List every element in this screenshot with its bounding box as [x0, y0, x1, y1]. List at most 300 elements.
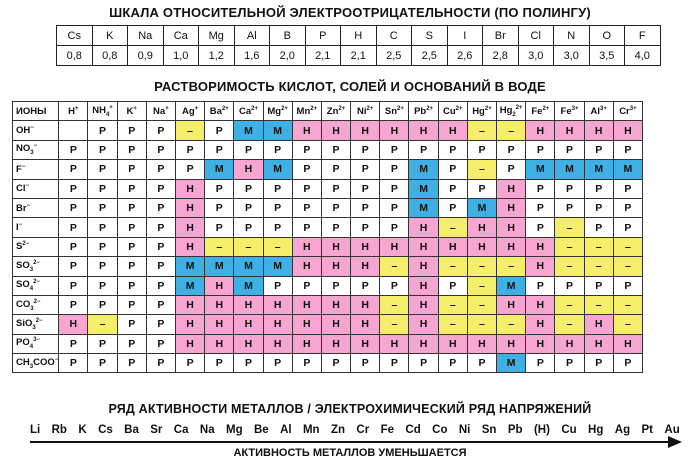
- solubility-cell: Р: [175, 140, 204, 159]
- solubility-cell: –: [555, 237, 584, 256]
- solubility-cell: Р: [205, 179, 234, 198]
- metal-symbol: Rb: [51, 424, 67, 436]
- solubility-cell: –: [555, 257, 584, 276]
- solubility-cell: –: [438, 257, 467, 276]
- solubility-cell: –: [88, 315, 117, 334]
- solubility-cell: Р: [584, 140, 613, 159]
- solubility-cell: Р: [59, 218, 88, 237]
- solubility-cell: Р: [467, 140, 496, 159]
- solubility-cell: Р: [497, 140, 526, 159]
- metal-symbol: Cr: [356, 424, 370, 436]
- metal-symbol: K: [78, 424, 87, 436]
- solubility-cell: Н: [526, 121, 555, 140]
- activity-title: РЯД АКТИВНОСТИ МЕТАЛЛОВ / ЭЛЕКТРОХИМИЧЕСКИЙ РЯД НАПРЯЖЕНИЙ: [108, 402, 592, 416]
- solubility-cell: Р: [321, 179, 350, 198]
- solubility-cell: Р: [234, 354, 263, 373]
- solubility-cell: –: [263, 237, 292, 256]
- en-value-cell: 3,0: [518, 46, 554, 66]
- solubility-cell: Р: [117, 315, 146, 334]
- cation-header: $Cr^{3+}$: [613, 102, 642, 121]
- cation-header: $NH_4^+$: [88, 102, 117, 121]
- anion-header: Br−: [13, 198, 59, 217]
- en-element-cell: I: [447, 26, 483, 46]
- solubility-cell: –: [613, 237, 642, 256]
- solubility-cell: М: [584, 160, 613, 179]
- solubility-cell: Р: [263, 354, 292, 373]
- solubility-cell: Р: [263, 179, 292, 198]
- solubility-cell: Р: [234, 140, 263, 159]
- solubility-cell: Р: [292, 276, 321, 295]
- metal-symbol: Ni: [458, 424, 471, 436]
- solubility-cell: [59, 121, 88, 140]
- solubility-cell: Н: [467, 218, 496, 237]
- en-element-cell: C: [376, 26, 412, 46]
- solubility-cell: М: [467, 198, 496, 217]
- solubility-cell: Н: [409, 334, 438, 353]
- solubility-cell: Н: [380, 237, 409, 256]
- table-row: [13, 140, 643, 159]
- solubility-cell: Р: [146, 237, 175, 256]
- solubility-cell: Р: [613, 179, 642, 198]
- solubility-cell: Н: [175, 315, 204, 334]
- anion-header: $SO_4^{2-}$: [13, 276, 59, 295]
- metal-symbol: Pb: [507, 424, 523, 436]
- solubility-cell: Р: [146, 179, 175, 198]
- solubility-cell: Р: [321, 198, 350, 217]
- solubility-cell: Н: [409, 257, 438, 276]
- solubility-cell: Н: [205, 295, 234, 314]
- solubility-cell: Н: [175, 334, 204, 353]
- solubility-cell: Н: [351, 295, 380, 314]
- solubility-cell: Р: [88, 160, 117, 179]
- table-row: [13, 295, 643, 314]
- solubility-cell: Н: [409, 295, 438, 314]
- solubility-cell: Р: [351, 218, 380, 237]
- cation-header: H+: [59, 102, 88, 121]
- solubility-cell: Н: [497, 237, 526, 256]
- solubility-cell: Н: [409, 218, 438, 237]
- solubility-cell: Н: [613, 121, 642, 140]
- solubility-cell: Р: [380, 276, 409, 295]
- solubility-cell: Р: [234, 198, 263, 217]
- en-value-cell: 1,0: [163, 46, 199, 66]
- solubility-cell: Р: [88, 334, 117, 353]
- solubility-cell: –: [438, 295, 467, 314]
- table-row: [13, 198, 643, 217]
- solubility-cell: Р: [292, 354, 321, 373]
- solubility-cell: Р: [59, 295, 88, 314]
- solubility-cell: Р: [234, 179, 263, 198]
- solubility-cell: М: [613, 160, 642, 179]
- solubility-cell: –: [584, 237, 613, 256]
- solubility-cell: Р: [438, 179, 467, 198]
- table-row: [13, 276, 643, 295]
- solubility-cell: Р: [205, 354, 234, 373]
- solubility-cell: Н: [351, 315, 380, 334]
- solubility-cell: Н: [292, 237, 321, 256]
- solubility-cell: Н: [205, 334, 234, 353]
- solubility-cell: М: [497, 354, 526, 373]
- solubility-cell: Н: [292, 295, 321, 314]
- solubility-cell: Н: [380, 334, 409, 353]
- solubility-cell: Н: [351, 257, 380, 276]
- solubility-cell: –: [234, 237, 263, 256]
- en-value-cell: 2,8: [483, 46, 519, 66]
- solubility-cell: М: [263, 160, 292, 179]
- anion-header: OH−: [13, 121, 59, 140]
- solubility-cell: Н: [380, 121, 409, 140]
- cation-header: $Hg^{2+}$: [467, 102, 496, 121]
- solubility-cell: Н: [497, 179, 526, 198]
- table-row: [13, 218, 643, 237]
- solubility-cell: Р: [292, 179, 321, 198]
- table-row: [13, 334, 643, 353]
- solubility-cell: –: [380, 315, 409, 334]
- solubility-cell: М: [555, 160, 584, 179]
- solubility-cell: Р: [613, 218, 642, 237]
- solubility-cell: Р: [88, 295, 117, 314]
- solubility-cell: М: [409, 198, 438, 217]
- solubility-cell: Н: [526, 295, 555, 314]
- en-element-cell: N: [554, 26, 590, 46]
- solubility-cell: –: [467, 276, 496, 295]
- solubility-cell: Р: [613, 354, 642, 373]
- solubility-cell: Р: [526, 140, 555, 159]
- solubility-cell: Н: [467, 237, 496, 256]
- solubility-cell: Р: [438, 198, 467, 217]
- en-element-cell: B: [270, 26, 306, 46]
- en-value-cell: 2,5: [376, 46, 412, 66]
- solubility-cell: Н: [351, 237, 380, 256]
- solubility-cell: Р: [555, 354, 584, 373]
- solubility-cell: Р: [146, 257, 175, 276]
- solubility-cell: Р: [555, 140, 584, 159]
- en-element-cell: Na: [128, 26, 164, 46]
- solubility-cell: М: [526, 160, 555, 179]
- solubility-cell: Н: [292, 121, 321, 140]
- solubility-cell: Р: [146, 315, 175, 334]
- solubility-cell: Н: [555, 121, 584, 140]
- solubility-cell: Р: [117, 198, 146, 217]
- solubility-cell: Н: [234, 295, 263, 314]
- solubility-cell: –: [497, 121, 526, 140]
- solubility-cell: Р: [59, 237, 88, 256]
- solubility-cell: Р: [351, 354, 380, 373]
- solubility-cell: Р: [263, 140, 292, 159]
- solubility-cell: Н: [205, 315, 234, 334]
- solubility-cell: Р: [526, 218, 555, 237]
- en-value-cell: 2,5: [412, 46, 448, 66]
- solubility-title: РАСТВОРИМОСТЬ КИСЛОТ, СОЛЕЙ И ОСНОВАНИЙ В ВОДЕ: [154, 79, 546, 94]
- metal-symbol: Cs: [98, 424, 113, 436]
- solubility-cell: Н: [234, 334, 263, 353]
- en-value-cell: 2,1: [341, 46, 377, 66]
- cation-header: $Ni^{2+}$: [351, 102, 380, 121]
- solubility-cell: Р: [59, 257, 88, 276]
- solubility-cell: Н: [175, 237, 204, 256]
- solubility-cell: М: [409, 160, 438, 179]
- solubility-cell: Р: [584, 218, 613, 237]
- metal-symbol: Al: [280, 424, 292, 436]
- activity-arrow: [30, 441, 670, 443]
- solubility-cell: –: [613, 295, 642, 314]
- en-element-cell: S: [412, 26, 448, 46]
- solubility-cell: Р: [146, 160, 175, 179]
- solubility-cell: Р: [613, 276, 642, 295]
- solubility-cell: Р: [351, 179, 380, 198]
- solubility-cell: Н: [263, 295, 292, 314]
- solubility-cell: Н: [175, 218, 204, 237]
- anion-header: F−: [13, 160, 59, 179]
- solubility-cell: –: [438, 315, 467, 334]
- solubility-cell: Р: [380, 160, 409, 179]
- solubility-cell: Р: [88, 198, 117, 217]
- solubility-cell: Н: [409, 276, 438, 295]
- metal-symbol: Au: [664, 424, 680, 436]
- solubility-cell: –: [205, 237, 234, 256]
- solubility-cell: Р: [321, 354, 350, 373]
- anion-header: $NO_3^-$: [13, 140, 59, 159]
- solubility-cell: Р: [263, 276, 292, 295]
- table-row: [13, 237, 643, 256]
- metal-symbol: Be: [253, 424, 269, 436]
- solubility-cell: Р: [526, 198, 555, 217]
- en-value-cell: 2,6: [447, 46, 483, 66]
- solubility-cell: Р: [321, 160, 350, 179]
- en-element-cell: Cl: [518, 26, 554, 46]
- en-value-cell: 0,8: [92, 46, 128, 66]
- metal-symbol: Mg: [225, 424, 243, 436]
- solubility-cell: Р: [584, 276, 613, 295]
- solubility-cell: Р: [438, 354, 467, 373]
- en-value-cell: 1,6: [234, 46, 270, 66]
- solubility-cell: –: [497, 315, 526, 334]
- solubility-cell: Н: [526, 237, 555, 256]
- cation-header: $Fe^{2+}$: [526, 102, 555, 121]
- solubility-cell: Н: [409, 315, 438, 334]
- solubility-cell: Н: [321, 257, 350, 276]
- metal-symbol: Zn: [330, 424, 346, 436]
- ions-header: ИОНЫ: [13, 102, 59, 121]
- solubility-cell: Р: [88, 218, 117, 237]
- solubility-cell: Р: [497, 160, 526, 179]
- solubility-cell: Р: [438, 160, 467, 179]
- solubility-cell: Р: [117, 140, 146, 159]
- solubility-cell: Р: [467, 179, 496, 198]
- solubility-cell: Р: [351, 276, 380, 295]
- solubility-cell: Р: [146, 198, 175, 217]
- cation-header: $Hg_2^{2+}$: [497, 102, 526, 121]
- solubility-cell: Р: [88, 121, 117, 140]
- solubility-cell: –: [467, 121, 496, 140]
- solubility-cell: Р: [117, 334, 146, 353]
- metal-symbol: Ca: [173, 424, 189, 436]
- solubility-cell: Р: [526, 354, 555, 373]
- solubility-cell: –: [584, 257, 613, 276]
- solubility-cell: Р: [380, 179, 409, 198]
- solubility-cell: –: [613, 257, 642, 276]
- solubility-cell: Н: [467, 334, 496, 353]
- solubility-cell: Р: [117, 295, 146, 314]
- cation-header: Na+: [146, 102, 175, 121]
- solubility-cell: Н: [526, 315, 555, 334]
- en-value-cell: 2,0: [270, 46, 306, 66]
- anion-header: I−: [13, 218, 59, 237]
- metal-symbol: Mn: [302, 424, 320, 436]
- solubility-cell: Н: [497, 218, 526, 237]
- solubility-cell: Р: [59, 276, 88, 295]
- cation-header: $Cu^{2+}$: [438, 102, 467, 121]
- anion-header: SiO$_3^{2-}$: [13, 315, 59, 334]
- solubility-cell: –: [467, 160, 496, 179]
- cation-header: $Fe^{3+}$: [555, 102, 584, 121]
- anion-header: $S^{2-}$: [13, 237, 59, 256]
- solubility-cell: Р: [380, 198, 409, 217]
- anion-header: $PO_4^{3-}$: [13, 334, 59, 353]
- solubility-cell: Р: [526, 179, 555, 198]
- en-element-cell: P: [305, 26, 341, 46]
- solubility-cell: М: [497, 276, 526, 295]
- solubility-cell: Р: [205, 198, 234, 217]
- metal-symbol: Co: [432, 424, 448, 436]
- solubility-cell: Н: [175, 198, 204, 217]
- solubility-cell: Н: [263, 315, 292, 334]
- solubility-cell: Р: [175, 354, 204, 373]
- en-element-cell: F: [625, 26, 661, 46]
- solubility-cell: –: [613, 315, 642, 334]
- solubility-cell: Н: [292, 315, 321, 334]
- solubility-cell: –: [555, 315, 584, 334]
- solubility-cell: Н: [497, 334, 526, 353]
- electronegativity-title: ШКАЛА ОТНОСИТЕЛЬНОЙ ЭЛЕКТРООТРИЦАТЕЛЬНОСТИ (ПО ПОЛИНГУ): [109, 5, 591, 20]
- activity-series: [30, 424, 680, 436]
- solubility-cell: М: [175, 257, 204, 276]
- solubility-cell: Р: [146, 140, 175, 159]
- en-value-cell: 0,9: [128, 46, 164, 66]
- solubility-cell: Р: [321, 218, 350, 237]
- solubility-cell: Р: [438, 140, 467, 159]
- solubility-cell: Р: [351, 160, 380, 179]
- en-element-cell: Br: [483, 26, 519, 46]
- solubility-cell: Р: [584, 354, 613, 373]
- solubility-cell: Н: [321, 334, 350, 353]
- solubility-cell: М: [175, 276, 204, 295]
- solubility-cell: Р: [467, 354, 496, 373]
- solubility-cell: Н: [584, 334, 613, 353]
- metal-symbol: Ag: [614, 424, 631, 436]
- en-value-cell: 2,1: [305, 46, 341, 66]
- solubility-cell: Р: [175, 160, 204, 179]
- table-row: [13, 179, 643, 198]
- solubility-cell: Н: [234, 160, 263, 179]
- solubility-cell: Р: [205, 140, 234, 159]
- solubility-cell: Р: [88, 257, 117, 276]
- solubility-cell: –: [467, 295, 496, 314]
- solubility-cell: Р: [117, 121, 146, 140]
- solubility-cell: М: [234, 257, 263, 276]
- solubility-cell: Н: [59, 315, 88, 334]
- solubility-cell: –: [555, 295, 584, 314]
- solubility-cell: Н: [497, 198, 526, 217]
- solubility-cell: –: [175, 121, 204, 140]
- solubility-cell: М: [263, 257, 292, 276]
- en-element-cell: Mg: [199, 26, 235, 46]
- solubility-table: [12, 101, 643, 373]
- solubility-cell: –: [438, 218, 467, 237]
- metal-symbol: Cd: [405, 424, 421, 436]
- solubility-cell: Н: [321, 315, 350, 334]
- solubility-cell: Н: [584, 121, 613, 140]
- en-element-cell: K: [92, 26, 128, 46]
- table-row: [13, 160, 643, 179]
- solubility-cell: М: [205, 160, 234, 179]
- en-element-cell: O: [589, 26, 625, 46]
- solubility-cell: –: [467, 315, 496, 334]
- solubility-cell: Р: [555, 179, 584, 198]
- solubility-cell: Н: [175, 179, 204, 198]
- solubility-cell: Р: [117, 237, 146, 256]
- en-element-cell: H: [341, 26, 377, 46]
- solubility-cell: Н: [321, 237, 350, 256]
- table-row: [13, 354, 643, 373]
- solubility-cell: М: [234, 121, 263, 140]
- solubility-cell: М: [205, 257, 234, 276]
- solubility-cell: Р: [59, 354, 88, 373]
- solubility-cell: Р: [584, 179, 613, 198]
- solubility-cell: Р: [380, 140, 409, 159]
- solubility-cell: Н: [263, 334, 292, 353]
- cation-header: K+: [117, 102, 146, 121]
- metal-symbol: Sr: [150, 424, 163, 436]
- solubility-cell: Р: [146, 218, 175, 237]
- solubility-cell: Н: [409, 237, 438, 256]
- solubility-cell: Н: [438, 237, 467, 256]
- solubility-cell: Р: [205, 121, 234, 140]
- solubility-cell: Н: [438, 121, 467, 140]
- solubility-cell: Р: [613, 140, 642, 159]
- solubility-cell: Р: [292, 140, 321, 159]
- solubility-cell: Р: [409, 354, 438, 373]
- en-element-cell: Al: [234, 26, 270, 46]
- solubility-cell: Р: [59, 140, 88, 159]
- solubility-cell: Р: [59, 334, 88, 353]
- solubility-cell: Н: [175, 295, 204, 314]
- solubility-cell: Р: [117, 218, 146, 237]
- metal-symbol: Cu: [561, 424, 577, 436]
- solubility-cell: Н: [584, 315, 613, 334]
- solubility-cell: Р: [117, 160, 146, 179]
- metal-symbol: Na: [199, 424, 215, 436]
- solubility-cell: Р: [584, 198, 613, 217]
- solubility-cell: Р: [234, 218, 263, 237]
- metal-symbol: Fe: [380, 424, 395, 436]
- solubility-cell: Р: [146, 334, 175, 353]
- cation-header: $Ba^{2+}$: [205, 102, 234, 121]
- solubility-cell: Р: [438, 276, 467, 295]
- cation-header: $Mg^{2+}$: [263, 102, 292, 121]
- solubility-cell: Н: [409, 121, 438, 140]
- cation-header: $Mn^{2+}$: [292, 102, 321, 121]
- solubility-cell: Н: [292, 257, 321, 276]
- solubility-cell: Р: [117, 257, 146, 276]
- solubility-cell: Р: [321, 140, 350, 159]
- cation-header: $Sn^{2+}$: [380, 102, 409, 121]
- solubility-cell: Р: [59, 179, 88, 198]
- metal-symbol: Sn: [481, 424, 497, 436]
- solubility-cell: Р: [205, 218, 234, 237]
- solubility-cell: Р: [146, 121, 175, 140]
- metal-symbol: Ba: [124, 424, 139, 436]
